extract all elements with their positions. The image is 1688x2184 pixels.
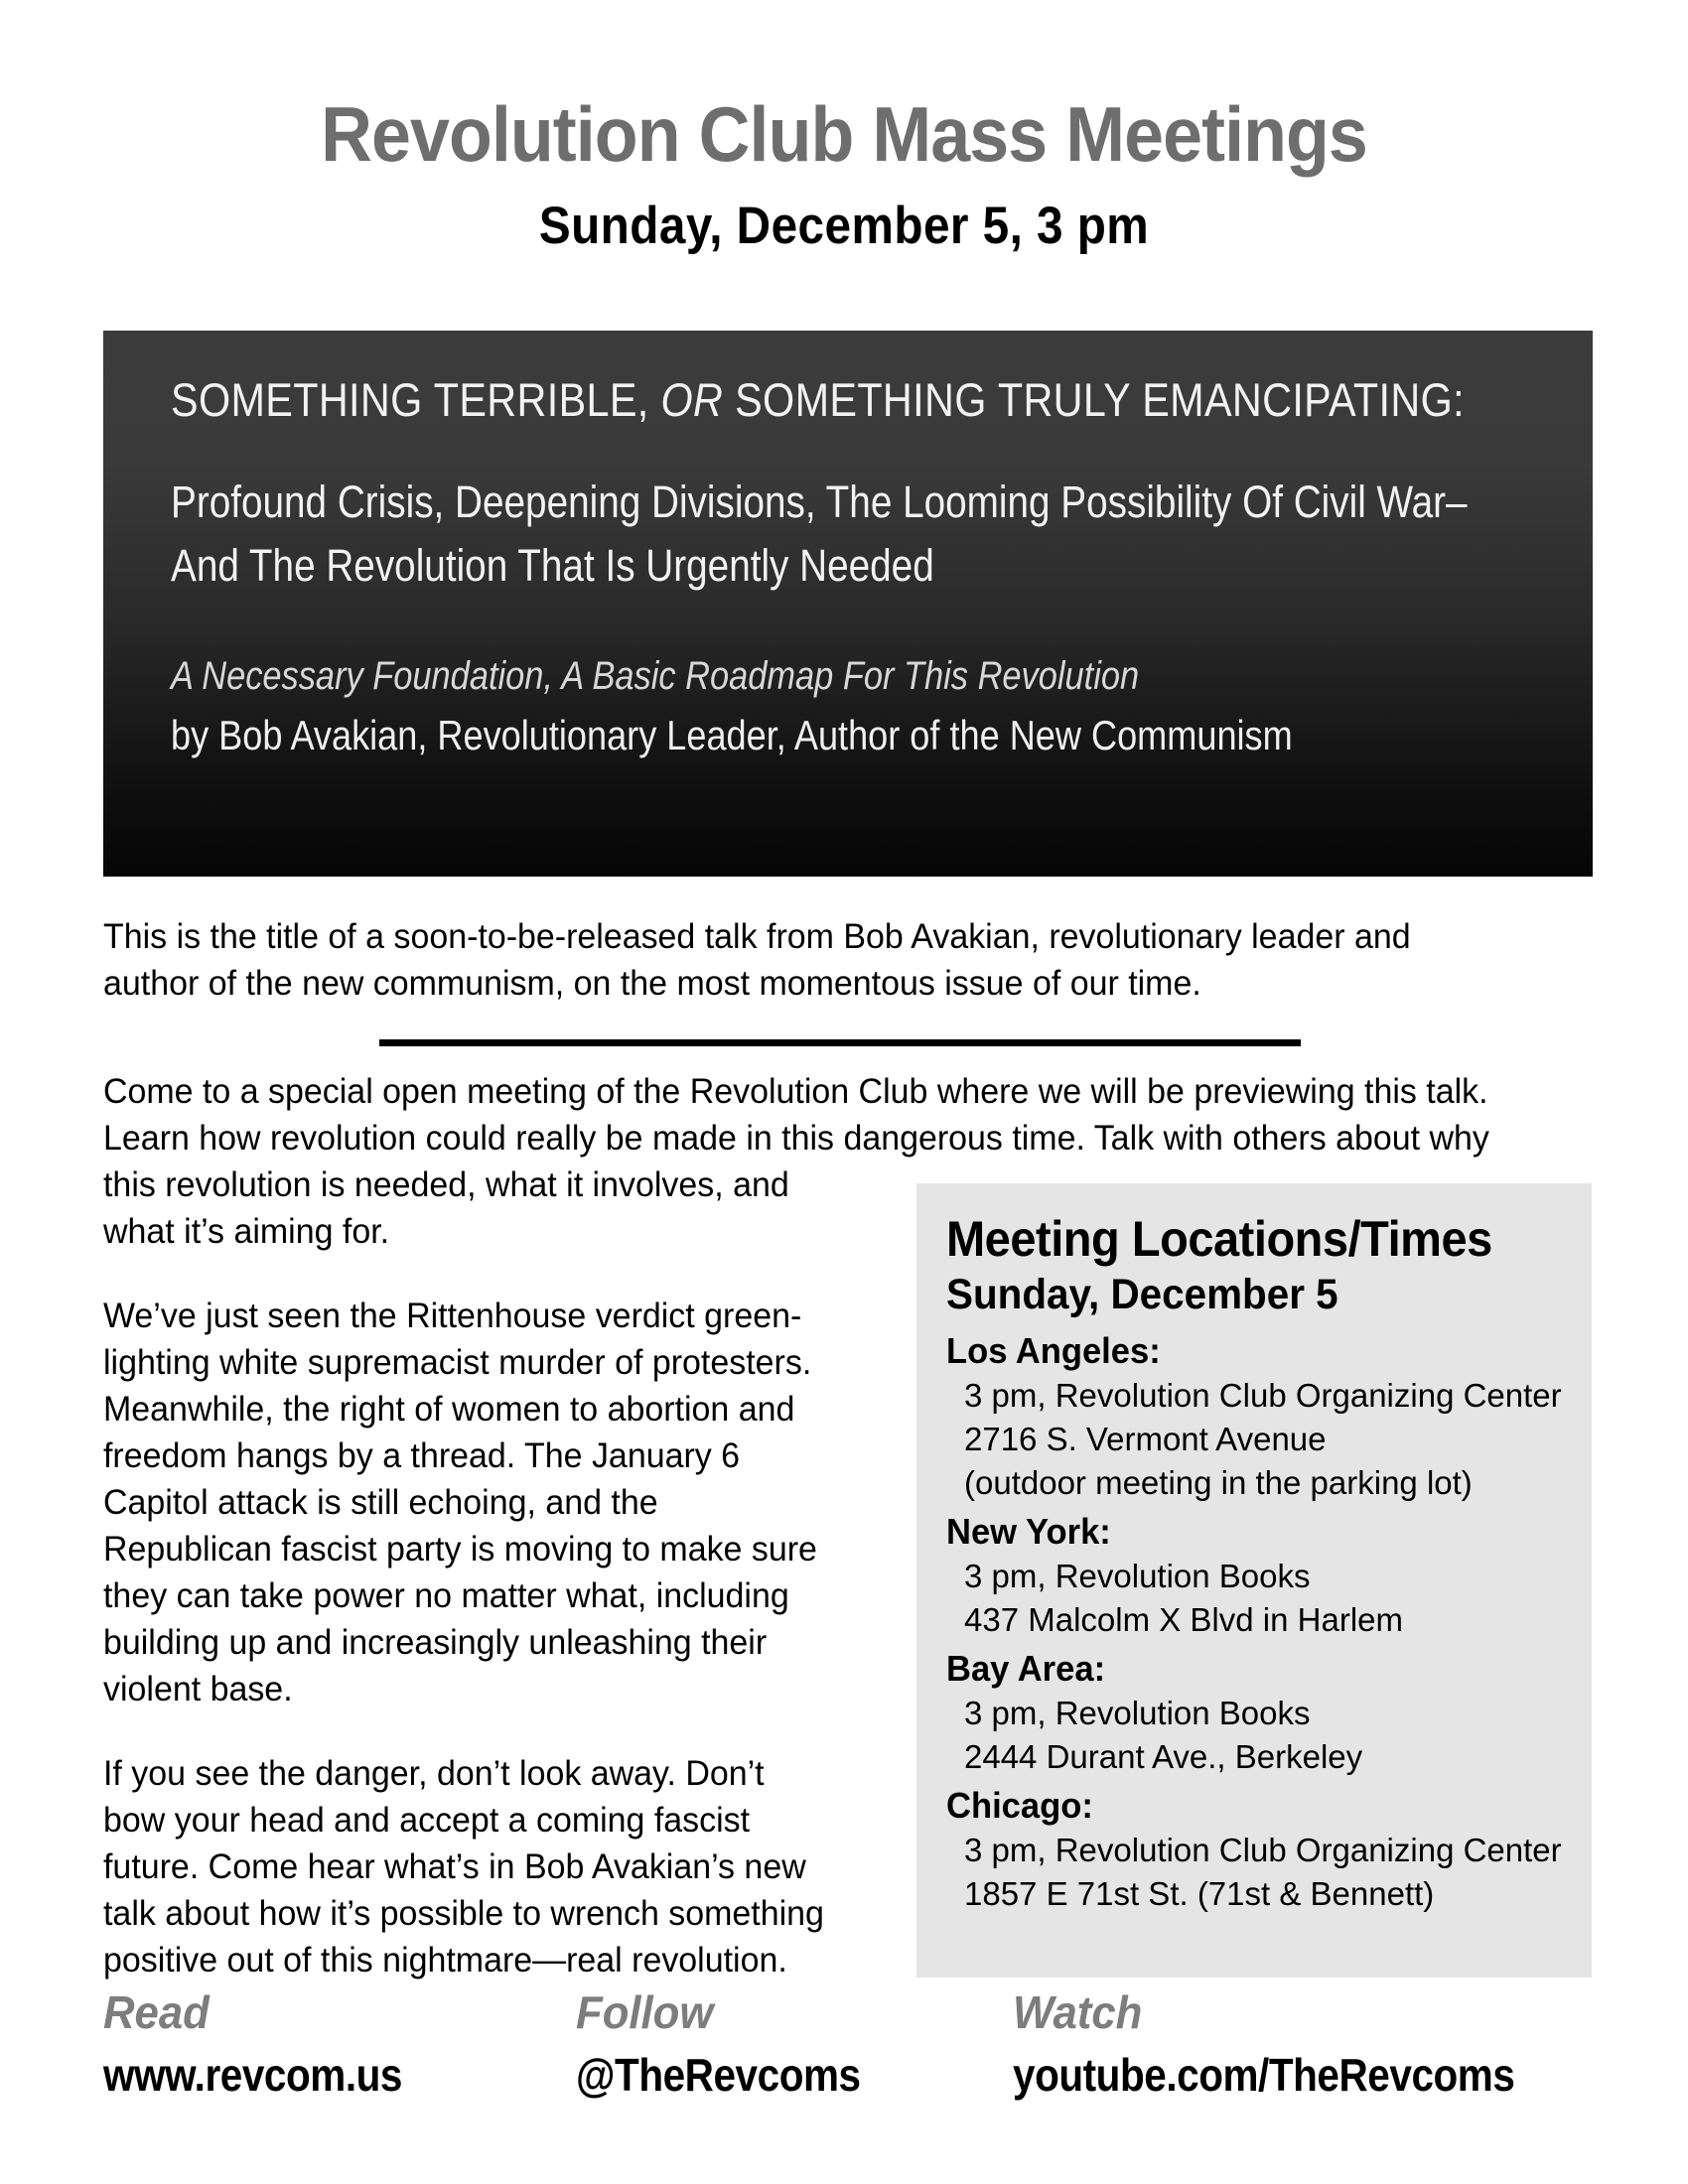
footer-label: Read — [103, 1986, 210, 2038]
footer-item-read — [103, 1985, 443, 2105]
footer-item-watch — [1013, 1985, 1583, 2105]
page-title: Revolution Club Mass Meetings — [321, 90, 1367, 178]
banner-line-1-part1: SOMETHING TERRIBLE, — [171, 373, 649, 426]
location-entry — [946, 1328, 1568, 1505]
location-city: Bay Area: — [946, 1648, 1106, 1689]
body-paragraph: We’ve just seen the Rittenhouse verdict green-lighting white supremacist murder of protesters. Meanwhile, the right of women to abortion and freedom hangs by a thread. The January 6 Capitol attack is still echoing, and the Republican fascist party is moving to make sure they can take power no matter what, including building up and increasingly unleashing their violent base. — [103, 1297, 817, 1708]
location-entry — [946, 1509, 1568, 1642]
location-detail: 437 Malcolm X Blvd in Harlem — [964, 1601, 1403, 1638]
location-detail: (outdoor meeting in the parking lot) — [964, 1464, 1473, 1501]
left-column — [103, 1161, 835, 1983]
location-entry — [946, 1783, 1568, 1916]
location-detail: 3 pm, Revolution Club Organizing Center — [964, 1377, 1562, 1414]
footer-social-handle[interactable]: @TheRevcoms — [576, 2049, 861, 2101]
body-paragraph: this revolution is needed, what it involves, and what it’s aiming for. — [103, 1165, 789, 1251]
banner-line-2: Profound Crisis, Deepening Divisions, The Looming Possibility Of Civil War– — [171, 477, 1468, 527]
page-subtitle: Sunday, December 5, 3 pm — [538, 197, 1150, 255]
location-detail: 2716 S. Vermont Avenue — [964, 1421, 1327, 1457]
footer-label: Watch — [1013, 1986, 1143, 2038]
meeting-locations-box — [916, 1183, 1592, 1978]
location-city: Chicago: — [946, 1785, 1093, 1826]
banner-line-4: A Necessary Foundation, A Basic Roadmap For This Revolution — [171, 654, 1140, 698]
location-detail: 3 pm, Revolution Books — [964, 1558, 1311, 1594]
divider-rule — [379, 1039, 1301, 1046]
banner-spacer — [171, 598, 1545, 647]
banner-line-1-emphasis: OR — [660, 373, 724, 426]
meeting-locations-date: Sunday, December 5 — [946, 1271, 1338, 1318]
location-detail: 2444 Durant Ave., Berkeley — [964, 1738, 1363, 1775]
location-entry — [946, 1646, 1568, 1779]
footer-label: Follow — [576, 1986, 714, 2038]
location-city: New York: — [946, 1511, 1111, 1552]
footer-website-link[interactable]: www.revcom.us — [103, 2049, 402, 2101]
body-paragraph: If you see the danger, don’t look away. Don’t bow your head and accept a coming fascist future. Come hear what’s in Bob Avakian’s new talk about how it’s possible to wrench something positive out of this nightmare—real revolution. — [103, 1754, 824, 1979]
location-city: Los Angeles: — [946, 1330, 1161, 1371]
location-detail: 3 pm, Revolution Books — [964, 1695, 1311, 1731]
footer-item-follow — [576, 1985, 900, 2105]
intro-paragraph: This is the title of a soon-to-be-released talk from Bob Avakian, revolutionary leader and author of the new communism, on the most momentous issue of our time. — [103, 917, 1411, 1003]
banner-line-5: by Bob Avakian, Revolutionary Leader, Author of the New Communism — [171, 712, 1293, 758]
meeting-locations-title: Meeting Locations/Times — [946, 1211, 1492, 1267]
footer-youtube-link[interactable]: youtube.com/TheRevcoms — [1013, 2049, 1515, 2101]
location-detail: 3 pm, Revolution Club Organizing Center — [964, 1832, 1562, 1868]
banner-line-1 — [171, 373, 1465, 426]
talk-title-banner — [103, 331, 1593, 877]
lead-paragraph: Come to a special open meeting of the Revolution Club where we will be previewing this talk. Learn how revolution could really be made in this dangerous time. Talk with others about why — [103, 1072, 1489, 1158]
location-detail: 1857 E 71st St. (71st & Bennett) — [964, 1875, 1435, 1912]
banner-line-1-part2: SOMETHING TRULY EMANCIPATING: — [735, 373, 1465, 426]
banner-line-3: And The Revolution That Is Urgently Needed — [171, 540, 934, 591]
footer — [0, 1985, 1688, 2124]
